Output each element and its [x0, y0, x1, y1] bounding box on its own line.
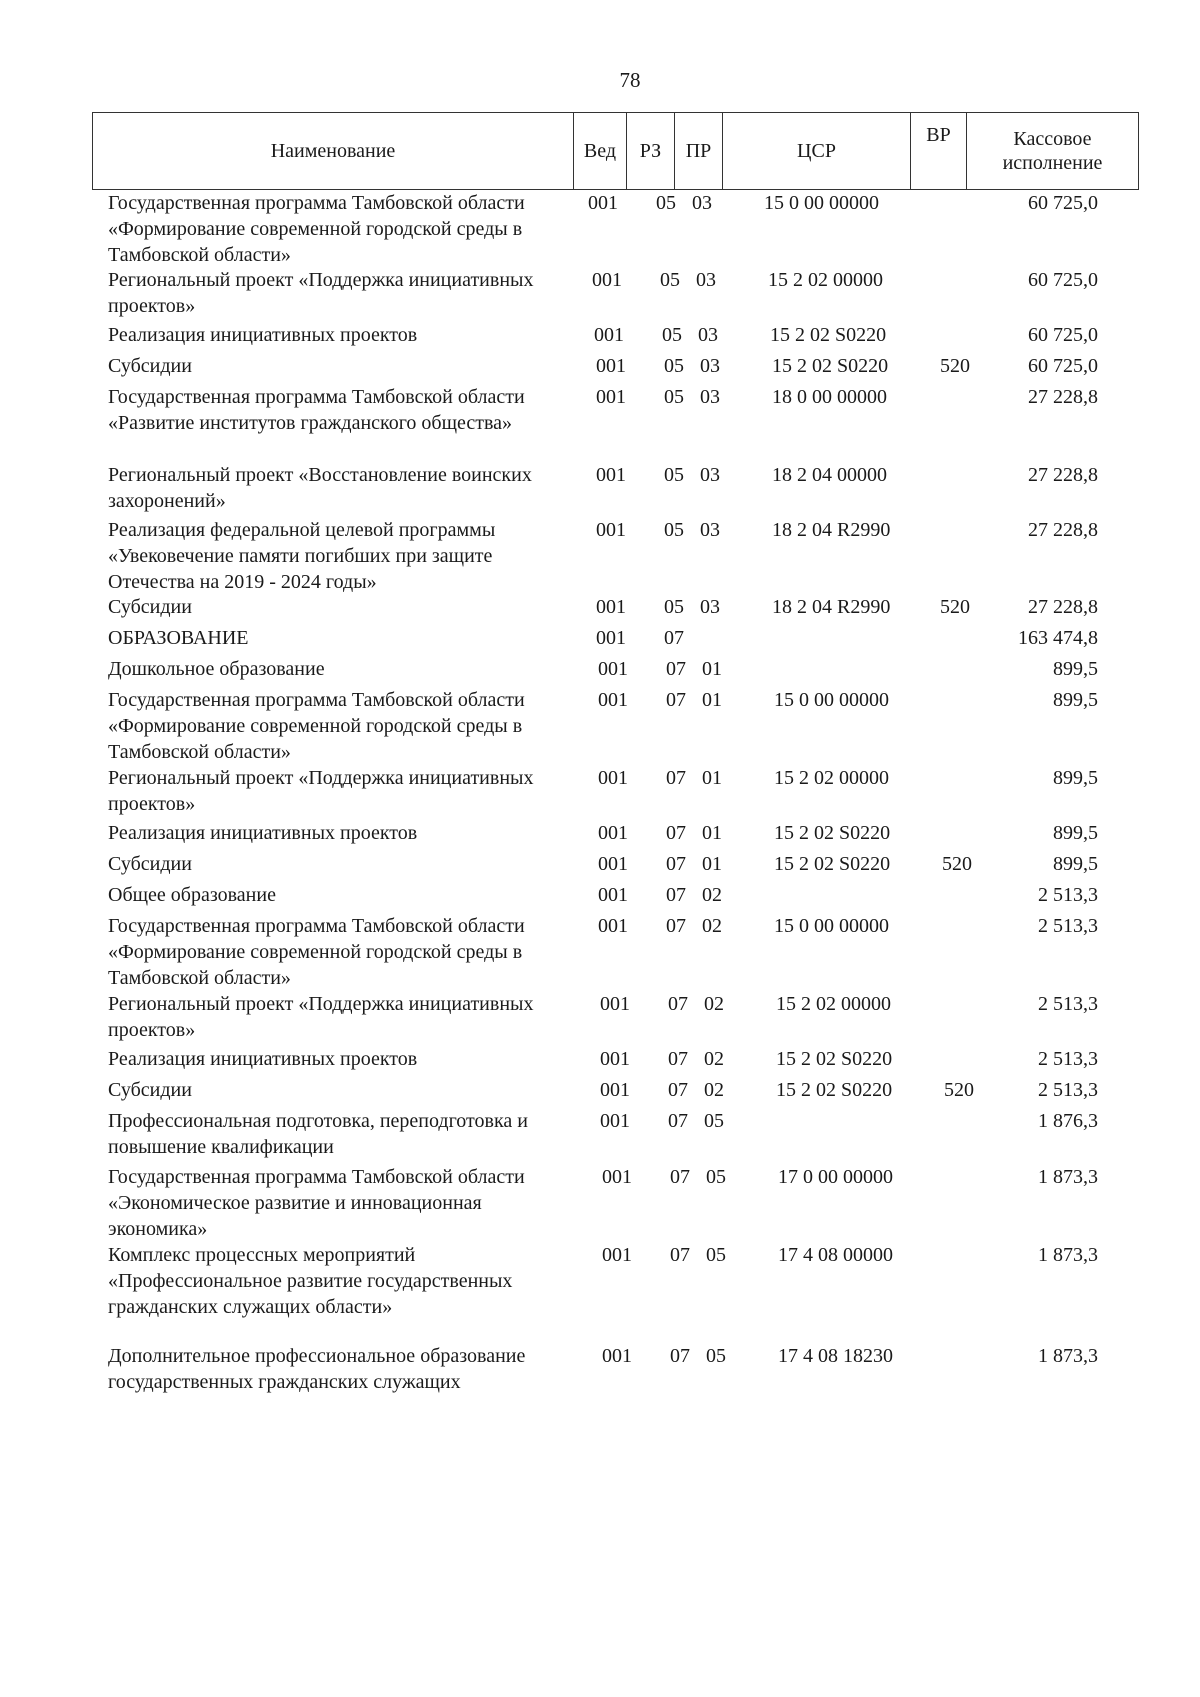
row-cash-execution: 1 873,3: [1038, 1166, 1098, 1188]
row-name: Государственная программа Тамбовской области «Формирование современной городской среды в Тамбовской области»: [108, 915, 525, 989]
row-csr: 15 0 00 00000: [774, 915, 889, 937]
row-pr: 03: [700, 596, 720, 618]
row-pr: 03: [698, 324, 718, 346]
row-ved: 001: [600, 993, 630, 1015]
row-rz: 07: [666, 853, 686, 875]
row-cash-execution: 899,5: [1053, 853, 1098, 875]
row-rz: 07: [668, 1048, 688, 1070]
row-csr: 17 4 08 00000: [778, 1244, 893, 1266]
row-ved: 001: [598, 822, 628, 844]
row-cash-execution: 27 228,8: [1028, 386, 1098, 408]
row-csr: 15 2 02 00000: [774, 767, 889, 789]
row-name: Региональный проект «Поддержка инициативных проектов»: [108, 269, 534, 317]
header-name: Наименование: [93, 113, 574, 190]
row-pr: 03: [692, 192, 712, 214]
row-name: Региональный проект «Восстановление воинских захоронений»: [108, 464, 532, 512]
row-cash-execution: 27 228,8: [1028, 596, 1098, 618]
row-csr: 15 2 02 00000: [776, 993, 891, 1015]
row-csr: 18 0 00 00000: [772, 386, 887, 408]
row-cash-execution: 1 873,3: [1038, 1345, 1098, 1367]
row-pr: 05: [706, 1345, 726, 1367]
row-pr: 01: [702, 689, 722, 711]
row-cash-execution: 27 228,8: [1028, 519, 1098, 541]
row-pr: 05: [704, 1110, 724, 1132]
row-pr: 03: [700, 464, 720, 486]
row-cash-execution: 60 725,0: [1028, 355, 1098, 377]
header-cash-execution-line2: исполнение: [1002, 152, 1103, 174]
row-cash-execution: 899,5: [1053, 658, 1098, 680]
row-rz: 05: [664, 355, 684, 377]
row-ved: 001: [602, 1166, 632, 1188]
row-vr: 520: [940, 596, 970, 618]
row-name: Профессиональная подготовка, переподготовка и повышение квалификации: [108, 1110, 528, 1158]
row-pr: 03: [700, 386, 720, 408]
row-vr: 520: [944, 1079, 974, 1101]
row-ved: 001: [594, 324, 624, 346]
header-cash-execution-line1: Кассовое: [1013, 128, 1092, 150]
row-name: Субсидии: [108, 355, 192, 377]
row-pr: 03: [700, 519, 720, 541]
row-pr: 02: [704, 993, 724, 1015]
row-name: Государственная программа Тамбовской области «Экономическое развитие и инновационная экономика»: [108, 1166, 525, 1240]
row-rz: 07: [664, 627, 684, 649]
row-csr: 15 0 00 00000: [774, 689, 889, 711]
header-cash-execution: [967, 113, 1139, 190]
row-pr: 05: [706, 1244, 726, 1266]
row-ved: 001: [596, 627, 626, 649]
header-ved: Вед: [574, 113, 627, 190]
row-ved: 001: [602, 1244, 632, 1266]
row-ved: 001: [600, 1110, 630, 1132]
row-name: Реализация инициативных проектов: [108, 324, 418, 346]
row-ved: 001: [598, 767, 628, 789]
row-rz: 05: [660, 269, 680, 291]
row-name: Общее образование: [108, 884, 276, 906]
row-name: Государственная программа Тамбовской области «Формирование современной городской среды в Тамбовской области»: [108, 689, 525, 763]
header-rz: РЗ: [627, 113, 675, 190]
row-csr: 15 2 02 S0220: [774, 822, 891, 844]
row-ved: 001: [598, 884, 628, 906]
row-ved: 001: [588, 192, 618, 214]
header-pr: ПР: [675, 113, 723, 190]
row-csr: 18 2 04 00000: [772, 464, 887, 486]
header-csr: ЦСР: [723, 113, 911, 190]
row-name: Региональный проект «Поддержка инициативных проектов»: [108, 767, 534, 815]
row-csr: 15 2 02 00000: [768, 269, 883, 291]
row-cash-execution: 2 513,3: [1038, 993, 1098, 1015]
row-pr: 05: [706, 1166, 726, 1188]
row-ved: 001: [596, 596, 626, 618]
row-name: Реализация федеральной целевой программы «Увековечение памяти погибших при защите Отечества на 2019 - 2024 годы»: [108, 519, 496, 593]
row-name: Государственная программа Тамбовской области «Формирование современной городской среды в Тамбовской области»: [108, 192, 525, 266]
row-vr: 520: [940, 355, 970, 377]
row-rz: 07: [670, 1345, 690, 1367]
row-cash-execution: 163 474,8: [1018, 627, 1098, 649]
row-csr: 15 2 02 S0220: [772, 355, 889, 377]
row-cash-execution: 2 513,3: [1038, 884, 1098, 906]
row-cash-execution: 1 873,3: [1038, 1244, 1098, 1266]
row-ved: 001: [600, 1079, 630, 1101]
row-ved: 001: [596, 519, 626, 541]
row-rz: 07: [666, 658, 686, 680]
row-name: Региональный проект «Поддержка инициативных проектов»: [108, 993, 534, 1041]
row-ved: 001: [596, 464, 626, 486]
row-cash-execution: 2 513,3: [1038, 915, 1098, 937]
row-name: Субсидии: [108, 1079, 192, 1101]
row-csr: 17 4 08 18230: [778, 1345, 893, 1367]
row-cash-execution: 60 725,0: [1028, 324, 1098, 346]
row-vr: 520: [942, 853, 972, 875]
row-rz: 07: [666, 915, 686, 937]
row-name: Реализация инициативных проектов: [108, 1048, 418, 1070]
row-ved: 001: [600, 1048, 630, 1070]
row-cash-execution: 899,5: [1053, 822, 1098, 844]
row-name: Субсидии: [108, 853, 192, 875]
row-cash-execution: 2 513,3: [1038, 1079, 1098, 1101]
row-rz: 07: [668, 1110, 688, 1132]
row-csr: 15 2 02 S0220: [770, 324, 887, 346]
row-rz: 07: [670, 1244, 690, 1266]
row-pr: 01: [702, 658, 722, 680]
row-pr: 01: [702, 767, 722, 789]
row-ved: 001: [598, 658, 628, 680]
row-csr: 15 2 02 S0220: [776, 1048, 893, 1070]
row-pr: 02: [704, 1048, 724, 1070]
page-number: 78: [619, 68, 641, 92]
row-name: Реализация инициативных проектов: [108, 822, 418, 844]
row-cash-execution: 899,5: [1053, 689, 1098, 711]
row-cash-execution: 899,5: [1053, 767, 1098, 789]
row-ved: 001: [598, 853, 628, 875]
row-rz: 05: [664, 519, 684, 541]
row-pr: 01: [702, 822, 722, 844]
row-ved: 001: [598, 689, 628, 711]
row-csr: 15 2 02 S0220: [774, 853, 891, 875]
row-pr: 02: [702, 915, 722, 937]
row-rz: 07: [670, 1166, 690, 1188]
row-rz: 07: [666, 884, 686, 906]
row-csr: 15 2 02 S0220: [776, 1079, 893, 1101]
row-name: Дополнительное профессиональное образование государственных гражданских служащих: [108, 1345, 526, 1393]
row-rz: 05: [656, 192, 676, 214]
row-pr: 03: [696, 269, 716, 291]
row-name: Субсидии: [108, 596, 192, 618]
row-ved: 001: [596, 386, 626, 408]
row-rz: 05: [662, 324, 682, 346]
row-rz: 07: [666, 689, 686, 711]
row-csr: 18 2 04 R2990: [772, 519, 891, 541]
header-vr: ВР: [911, 113, 967, 190]
row-pr: 02: [702, 884, 722, 906]
row-name: ОБРАЗОВАНИЕ: [108, 627, 249, 649]
row-pr: 01: [702, 853, 722, 875]
row-pr: 03: [700, 355, 720, 377]
row-ved: 001: [602, 1345, 632, 1367]
row-ved: 001: [592, 269, 622, 291]
row-name: Дошкольное образование: [108, 658, 325, 680]
row-name: Комплекс процессных мероприятий «Профессиональное развитие государственных гражданских служащих области»: [108, 1244, 513, 1318]
row-cash-execution: 27 228,8: [1028, 464, 1098, 486]
row-csr: 15 0 00 00000: [764, 192, 879, 214]
row-cash-execution: 60 725,0: [1028, 269, 1098, 291]
row-rz: 07: [668, 1079, 688, 1101]
row-name: Государственная программа Тамбовской области «Развитие институтов гражданского общества»: [108, 386, 525, 434]
row-ved: 001: [596, 355, 626, 377]
row-csr: 18 2 04 R2990: [772, 596, 891, 618]
row-ved: 001: [598, 915, 628, 937]
row-csr: 17 0 00 00000: [778, 1166, 893, 1188]
table-header: [92, 112, 1139, 190]
row-pr: 02: [704, 1079, 724, 1101]
row-rz: 07: [666, 767, 686, 789]
row-rz: 05: [664, 464, 684, 486]
row-rz: 05: [664, 596, 684, 618]
row-rz: 07: [666, 822, 686, 844]
row-rz: 07: [668, 993, 688, 1015]
row-cash-execution: 60 725,0: [1028, 192, 1098, 214]
row-cash-execution: 1 876,3: [1038, 1110, 1098, 1132]
row-rz: 05: [664, 386, 684, 408]
row-cash-execution: 2 513,3: [1038, 1048, 1098, 1070]
